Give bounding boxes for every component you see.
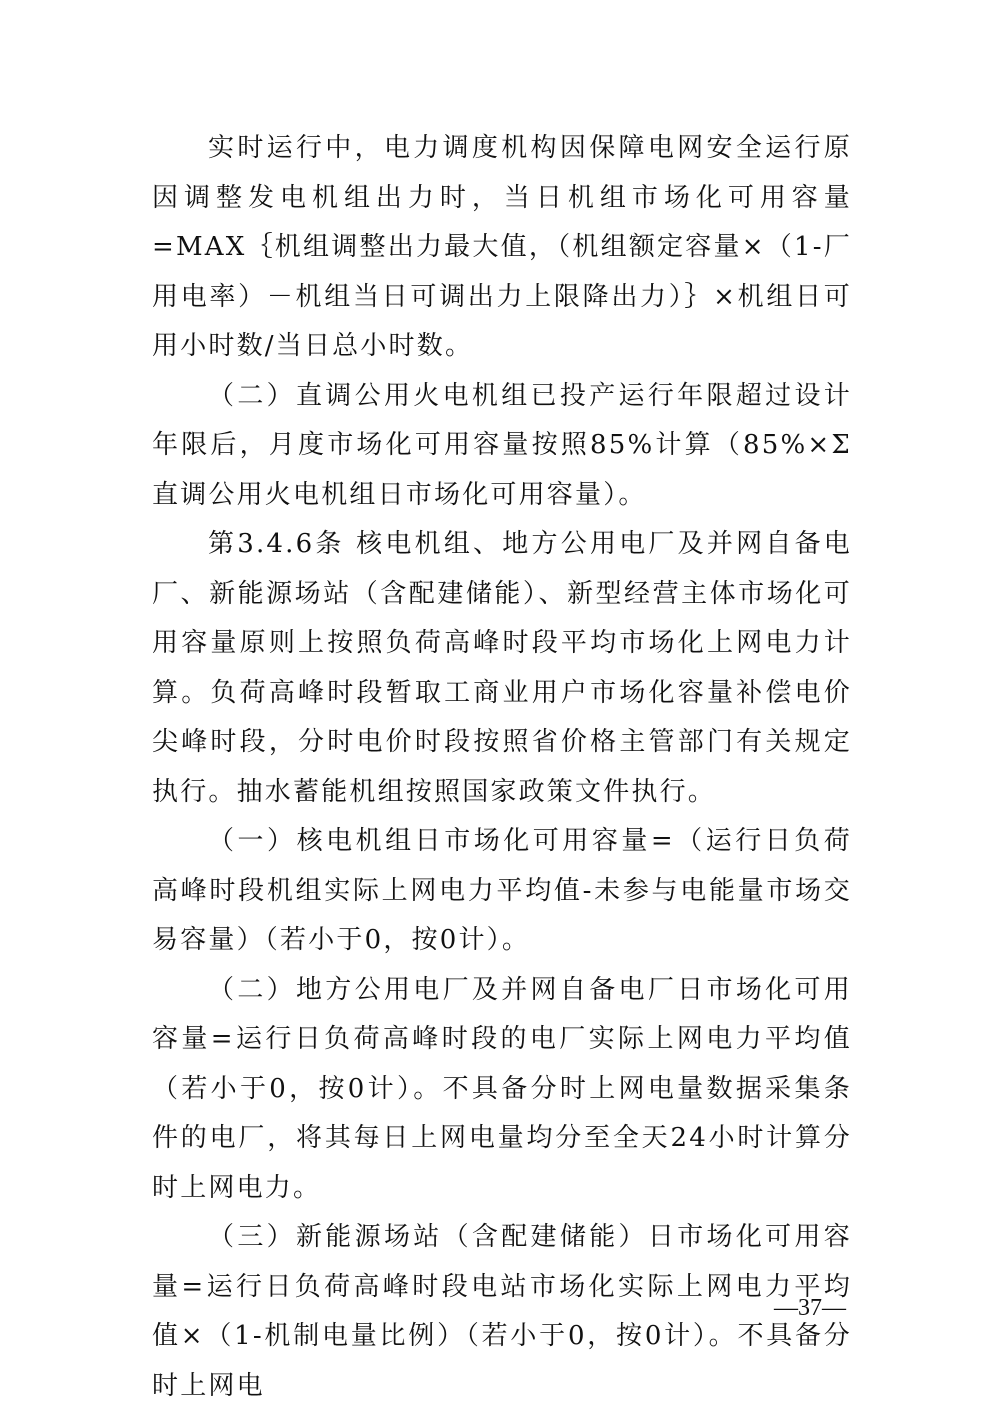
page-number: —37— bbox=[774, 1295, 846, 1321]
paragraph-realtime-adjustment: 实时运行中，电力调度机构因保障电网安全运行原因调整发电机组出力时，当日机组市场化可用容量=MAX｛机组调整出力最大值，（机组额定容量×（1-厂用电率）－机组当日可调出力上限降出力）｝×机组日可用小时数/当日总小时数。 bbox=[152, 133, 852, 361]
paragraph-new-energy-station: （三）新能源场站（含配建储能）日市场化可用容量=运行日负荷高峰时段电站市场化实际上网电力平均值×（1-机制电量比例）（若小于0，按0计）。不具备分时上网电 bbox=[152, 1222, 852, 1401]
paragraph-local-public-plant: （二）地方公用电厂及并网自备电厂日市场化可用容量=运行日负荷高峰时段的电厂实际上网电力平均值（若小于0，按0计）。不具备分时上网电量数据采集条件的电厂，将其每日上网电量均分至全天24小时计算分时上网电力。 bbox=[152, 974, 852, 1203]
paragraph-thermal-unit-over-life: （二）直调公用火电机组已投产运行年限超过设计年限后，月度市场化可用容量按照85%计算（85%×Σ直调公用火电机组日市场化可用容量）。 bbox=[152, 380, 852, 510]
paragraph-nuclear-unit: （一）核电机组日市场化可用容量=（运行日负荷高峰时段机组实际上网电力平均值-未参与电能量市场交易容量）（若小于0，按0计）。 bbox=[152, 826, 852, 955]
document-body bbox=[152, 124, 852, 1411]
paragraph-article-3-4-6: 第3.4.6条 核电机组、地方公用电厂及并网自备电厂、新能源场站（含配建储能）、新型经营主体市场化可用容量原则上按照负荷高峰时段平均市场化上网电力计算。负荷高峰时段暂取工商业用户市场化容量补偿电价尖峰时段，分时电价时段按照省价格主管部门有关规定执行。抽水蓄能机组按照国家政策文件执行。 bbox=[152, 529, 852, 807]
